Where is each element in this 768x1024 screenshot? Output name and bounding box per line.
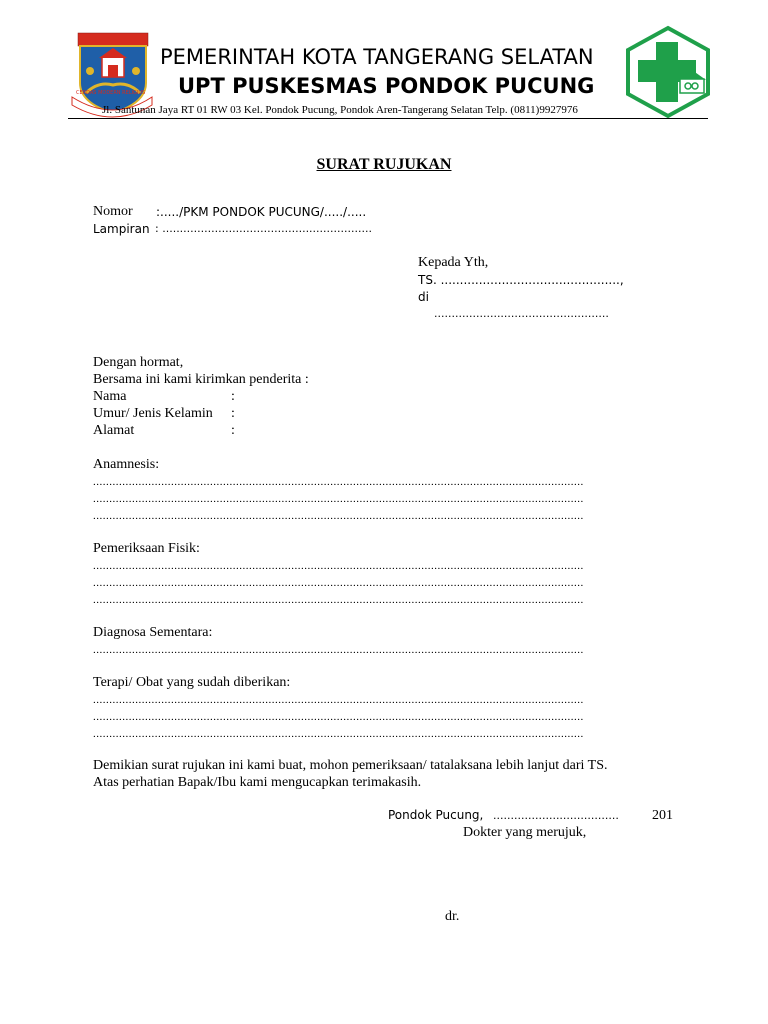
puskesmas-cross-icon [620,24,716,120]
nomor-label: Nomor [93,204,133,219]
anamnesis-line: ....................................................................................................................................................... [93,510,584,522]
lampiran-label: Lampiran [93,222,150,236]
closing-line-2: Atas perhatian Bapak/Ibu kami mengucapkan terimakasih. [93,775,422,790]
pemeriksaan-line: ....................................................................................................................................................... [93,577,584,589]
diagnosa-heading: Diagnosa Sementara: [93,625,213,640]
signature-doctor: dr. [445,909,460,924]
greeting: Dengan hormat, [93,355,184,370]
pemeriksaan-line: ....................................................................................................................................................... [93,560,584,572]
city-logo-motto: CERDAS MODERN RELIGIUS [76,90,146,96]
signature-date: .................................... [493,809,619,822]
puskesmas-logo [612,6,708,102]
anamnesis-heading: Anamnesis: [93,457,160,472]
city-logo [60,13,167,103]
pemeriksaan-heading: Pemeriksaan Fisik: [93,541,200,556]
field-nama-colon: : [231,389,235,404]
addressee-location: .................................................. [434,307,609,320]
field-alamat-colon: : [231,423,235,438]
terapi-heading: Terapi/ Obat yang sudah diberikan: [93,675,291,690]
terapi-line: ....................................................................................................................................................... [93,728,584,740]
signature-role: Dokter yang merujuk, [463,825,587,840]
addressee-di: di [418,290,429,304]
document-title: SURAT RUJUKAN [316,156,452,173]
signature-place: Pondok Pucung, [388,808,484,822]
terapi-line: ....................................................................................................................................................... [93,694,584,706]
anamnesis-line: ....................................................................................................................................................... [93,493,584,505]
unit-title: UPT PUSKESMAS PONDOK PUCUNG [178,74,595,98]
diagnosa-line: ....................................................................................................................................................... [93,644,584,656]
field-nama-label: Nama [93,389,127,404]
government-title: PEMERINTAH KOTA TANGERANG SELATAN [160,45,594,69]
letterhead-divider [68,118,708,119]
letterhead-address: Jl. Santunan Jaya RT 01 RW 03 Kel. Pondok Pucung, Pondok Aren-Tangerang Selatan Telp. (0811)9927976 [102,104,578,116]
field-umur-colon: : [231,406,235,421]
addressee-kepada: Kepada Yth, [418,255,489,270]
field-alamat-label: Alamat [93,423,135,438]
addressee-ts: TS. ..............................................., [418,273,624,287]
intro-text: Bersama ini kami kirimkan penderita : [93,372,309,387]
lampiran-value: : ............................................................ [155,222,372,235]
signature-year: 201 [652,808,673,823]
terapi-line: ....................................................................................................................................................... [93,711,584,723]
closing-line-1: Demikian surat rujukan ini kami buat, mohon pemeriksaan/ tatalaksana lebih lanjut dari TS. [93,758,608,773]
pemeriksaan-line: ....................................................................................................................................................... [93,594,584,606]
city-logo-label: KOTA TANGERANG SELATAN [73,17,167,24]
anamnesis-line: ....................................................................................................................................................... [93,476,584,488]
field-umur-label: Umur/ Jenis Kelamin [93,406,213,421]
nomor-value: :...../PKM PONDOK PUCUNG/...../..... [156,205,367,219]
